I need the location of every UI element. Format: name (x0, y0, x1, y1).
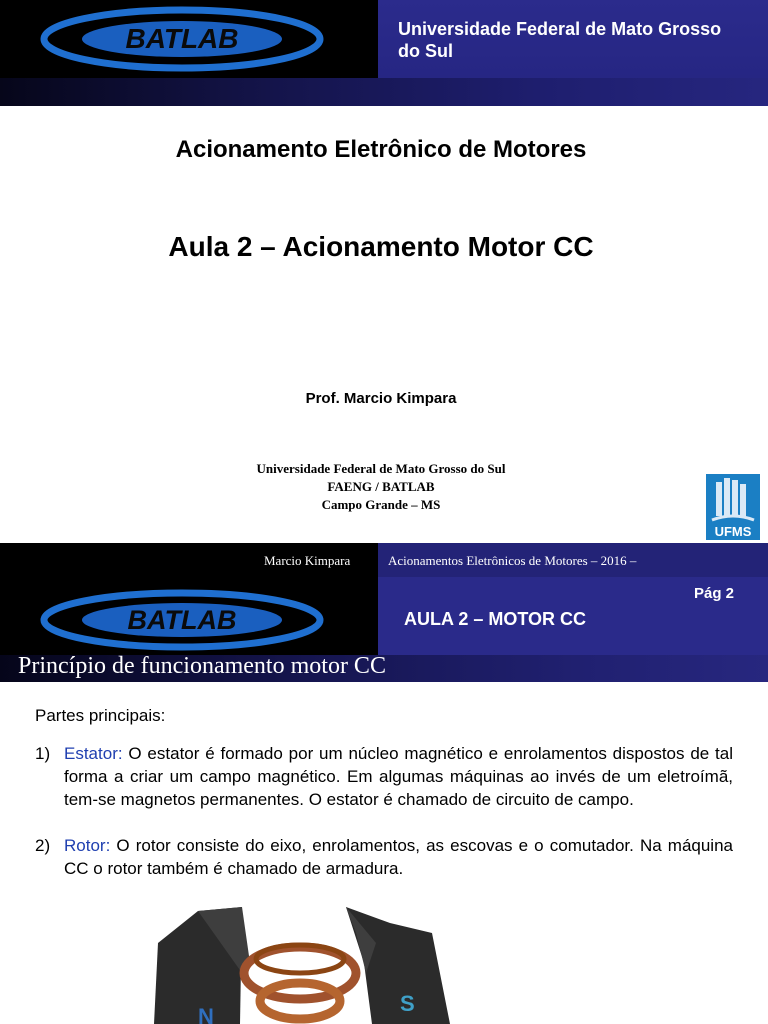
list-item-number: 1) (35, 744, 51, 763)
list-item-body (64, 834, 733, 880)
lecture-label: AULA 2 – MOTOR CC (404, 609, 587, 629)
list-item-number: 2) (35, 836, 51, 855)
list-item-term: Rotor: (64, 836, 111, 855)
lecture-title: Aula 2 – Acionamento Motor CC (168, 231, 594, 262)
ufms-logo (706, 474, 760, 540)
intro-text: Partes principais: (35, 706, 166, 725)
course-name: Acionamentos Eletrônicos de Motores – 2016 – (388, 553, 637, 568)
ufms-logo-text: UFMS (714, 524, 752, 539)
course-subtitle: Acionamento Eletrônico de Motores (175, 136, 587, 163)
list-item-body (64, 742, 733, 811)
header-gradient-strip (0, 78, 768, 106)
institution-line: Campo Grande – MS (321, 497, 441, 512)
content-slide (0, 543, 768, 1024)
batlab-logo-text: BATLAB (125, 23, 239, 54)
batlab-logo (40, 6, 324, 72)
author-name: Marcio Kimpara (264, 553, 351, 568)
institution-block (0, 460, 762, 514)
professor-name: Prof. Marcio Kimpara (305, 390, 457, 407)
university-name: Universidade Federal de Mato Grosso do Sul (398, 19, 722, 61)
south-label: S (400, 991, 415, 1016)
list-item-text: O estator é formado por um núcleo magnético e enrolamentos dispostos de tal forma a criar um campo magnético. Em algumas máquinas ao invés de um eletroímã, tem-se magnetos permanentes. O estator é chamado de circuito de campo. (64, 744, 733, 809)
south-magnet (346, 907, 450, 1024)
page-number: Pág 2 (694, 585, 735, 602)
list-item-term: Estator: (64, 744, 123, 763)
batlab-logo (40, 589, 324, 651)
institution-line: FAENG / BATLAB (327, 479, 435, 494)
institution-line: Universidade Federal de Mato Grosso do Sul (256, 461, 506, 476)
dc-motor-figure (150, 903, 470, 1024)
list-item (35, 834, 733, 880)
batlab-logo-text: BATLAB (127, 605, 237, 635)
north-label: N (198, 1004, 214, 1024)
slide-header (0, 0, 768, 106)
list-item-text: O rotor consiste do eixo, enrolamentos, as escovas e o comutador. Na máquina CC o rotor também é chamado de armadura. (64, 836, 733, 878)
list-item (35, 742, 733, 811)
section-title: Princípio de funcionamento motor CC (18, 653, 386, 679)
